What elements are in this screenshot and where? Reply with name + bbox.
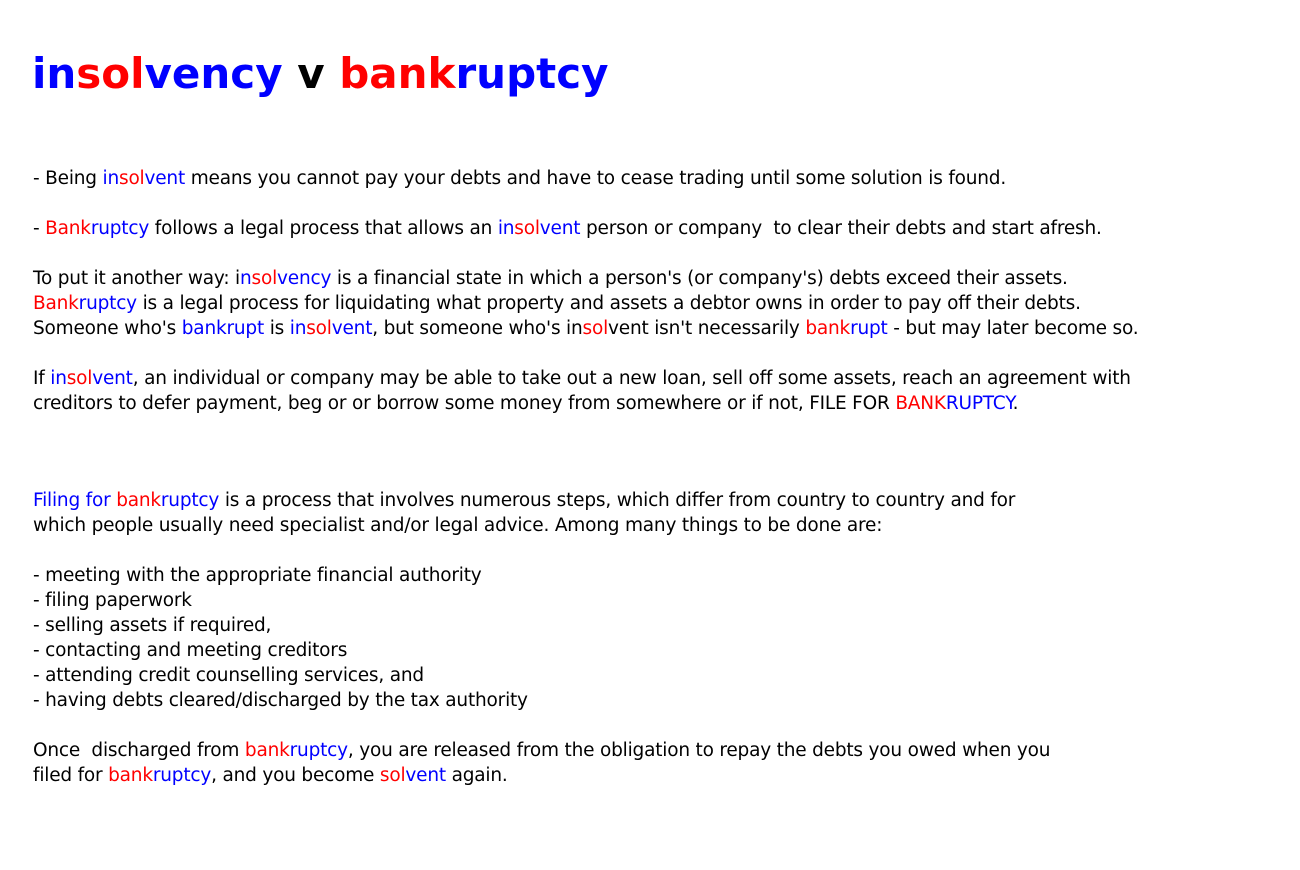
text-segment: - Being [33,168,103,189]
text-segment: bankrupt [181,318,265,339]
text-segment: is a process that involves numerous steps, which differ from country to country and for [219,490,1016,511]
text-segment: again. [445,765,508,786]
text-segment: which people usually need specialist and/or legal advice. Among many things to be done are: [33,515,883,536]
text-segment: ruptcy [90,218,150,239]
text-segment: - attending credit counselling services, and [33,665,424,686]
text-segment: - having debts cleared/discharged by the tax authority [33,690,528,711]
text-segment: To put it another way: i [33,268,240,289]
text-line-creditors-defer [33,391,1018,416]
text-segment: , but someone who's in [372,318,583,339]
text-line-another-way [33,266,1068,291]
text-segment: - meeting with the appropriate financial authority [33,565,482,586]
text-segment: means you cannot pay your debts and have to cease trading until some solution is found. [185,168,1007,189]
text-segment: sol [582,318,609,339]
text-segment: filed for [33,765,109,786]
text-segment: RUPTCY [945,393,1013,414]
text-segment: in [32,49,77,98]
text-segment: - [33,218,46,239]
text-segment: - selling assets if required, [33,615,272,636]
text-segment: in [289,318,307,339]
text-segment: vent [539,218,581,239]
text-segment: BANK [895,393,946,414]
text-segment: If [33,368,51,389]
text-segment: Filing for [33,490,117,511]
text-line-once-discharged [33,738,1050,763]
text-segment: rupt [850,318,888,339]
text-line-if-insolvent [33,366,1131,391]
page-title [32,44,609,104]
list-item-filing-paperwork [33,588,192,613]
text-segment: . [1012,393,1019,414]
text-segment: ruptcy [160,490,220,511]
text-segment: ruptcy [78,293,137,314]
text-segment: bank [116,490,161,511]
text-line-someone-bankrupt [33,316,1138,341]
text-segment: - but may later become so. [887,318,1139,339]
text-segment: ruptcy [455,49,609,98]
text-line-being-insolvent [33,166,1006,191]
text-segment: - filing paperwork [33,590,192,611]
text-segment: vent [405,765,446,786]
text-segment: vent [92,368,133,389]
text-segment: vent [144,168,186,189]
text-line-bankruptcy-legal [33,291,1081,316]
text-line-specialist-advice [33,513,882,538]
list-item-credit-counselling [33,663,424,688]
list-item-selling-assets [33,613,271,638]
text-segment: sol [119,168,145,189]
text-segment: in [102,168,119,189]
text-segment: person or company to clear their debts and start afresh. [580,218,1102,239]
text-line-filing-for [33,488,1015,513]
text-segment: v [282,49,340,98]
text-segment: sol [514,218,540,239]
text-segment: vency [144,49,283,98]
text-segment: vent [331,318,373,339]
text-segment: bank [339,49,456,98]
text-segment: Bank [33,293,79,314]
text-segment: ruptcy [289,740,348,761]
text-line-become-solvent [33,763,508,788]
text-segment: vent isn't necessarily [608,318,806,339]
text-segment: vency [277,268,332,289]
text-segment: sol [76,49,145,98]
text-segment: n [239,268,252,289]
text-segment: Bank [45,218,91,239]
text-segment: , an individual or company may be able to take out a new loan, sell off some assets, reach an agreement with [132,368,1131,389]
text-segment: creditors to defer payment, beg or or borrow some money from somewhere or if not, FILE FOR [33,393,896,414]
text-segment: is a legal process for liquidating what property and assets a debtor owns in order to pay off their debts. [136,293,1081,314]
text-segment: sol [379,765,406,786]
text-segment: bank [244,740,290,761]
text-segment: is a financial state in which a person's (or company's) debts exceed their assets. [331,268,1068,289]
text-segment: , and you become [211,765,380,786]
text-segment: sol [66,368,93,389]
list-item-contacting-creditors [33,638,347,663]
text-segment: - contacting and meeting creditors [33,640,348,661]
text-segment: bank [805,318,851,339]
text-segment: in [50,368,67,389]
text-segment: Once discharged from [33,740,245,761]
text-segment: follows a legal process that allows an [149,218,498,239]
list-item-debts-cleared [33,688,528,713]
text-segment: , you are released from the obligation to repay the debts you owed when you [347,740,1051,761]
text-segment: sol [306,318,332,339]
text-segment: sol [251,268,278,289]
text-segment: Someone who's [33,318,182,339]
text-segment: is [264,318,290,339]
text-segment: bank [108,765,153,786]
text-segment: ruptcy [152,765,212,786]
text-segment: in [497,218,515,239]
list-item-meeting-authority [33,563,482,588]
text-line-bankruptcy-process [33,216,1102,241]
